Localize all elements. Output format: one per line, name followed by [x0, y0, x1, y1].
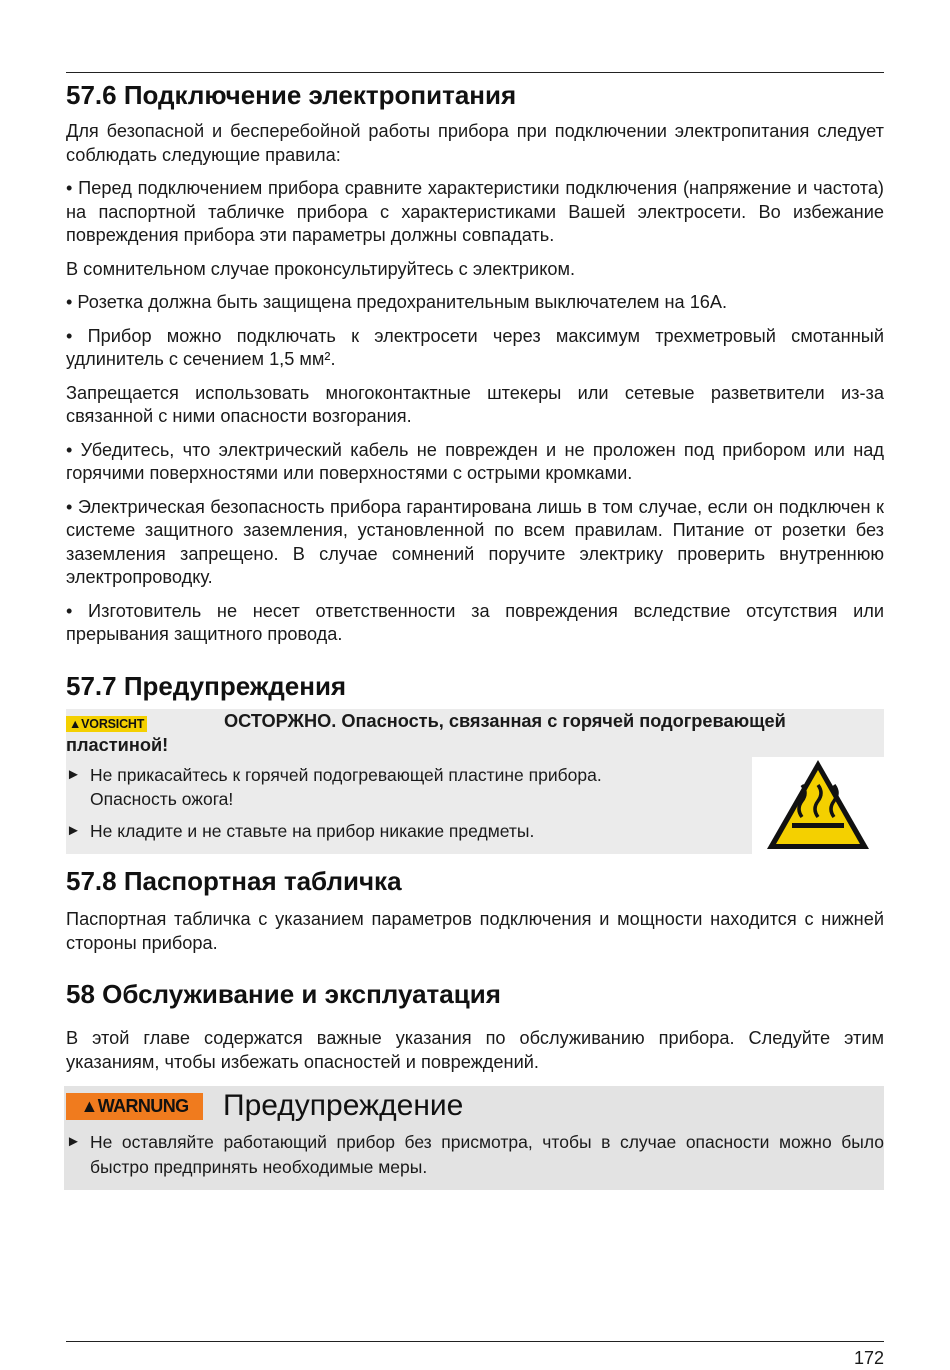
caution-title: ОСТОРЖНО. Опасность, связанная с горячей подогревающей [224, 710, 786, 731]
paragraph: • Прибор можно подключать к электросети через максимум трехметровый смотанный удлинитель с сечением 1,5 мм². [66, 325, 884, 369]
warning-box [64, 1086, 884, 1190]
arrow-icon: ► [66, 1133, 81, 1150]
caution-item [66, 819, 752, 844]
arrow-icon: ► [66, 765, 81, 783]
caution-item [66, 763, 752, 812]
warning-item [66, 1130, 884, 1180]
hot-surface-warning-icon [752, 757, 884, 855]
warning-title: Предупреждение [223, 1089, 464, 1122]
bottom-rule [66, 1341, 884, 1342]
caution-title-cont: пластиной! [66, 733, 884, 757]
vorsicht-badge: ▲VORSICHT [66, 716, 147, 732]
page-content [66, 78, 884, 1190]
caution-item-text: Не кладите и не ставьте на прибор никакие предметы. [90, 820, 535, 841]
paragraph: В этой главе содержатся важные указания по обслуживанию прибора. Следуйте этим указаниям, чтобы избежать опасностей и повреждений. [66, 1028, 884, 1072]
paragraph: • Изготовитель не несет ответственности за повреждения вследствие отсутствия или прерывания защитного провода. [66, 600, 884, 644]
warning-item-text: Не оставляйте работающий прибор без присмотра, чтобы в случае опасности можно было быстро предпринять необходимые меры. [90, 1132, 884, 1177]
paragraph: • Перед подключением прибора сравните характеристики подключения (напряжение и частота) на паспортной табличке прибора с характеристиками Вашей электросети. Во избежание повреждения прибора эти параметры должны совпадать. [66, 178, 884, 245]
caution-header [66, 709, 884, 733]
caution-item-text: Опасность ожога! [90, 789, 234, 809]
caution-list [66, 757, 752, 855]
section-title-57-7: 57.7 Предупреждения [66, 670, 347, 701]
section-title-58: 58 Обслуживание и эксплуатация [66, 979, 501, 1009]
caution-item-text: Не прикасайтесь к горячей подогревающей пластине прибора. [90, 764, 602, 785]
paragraph: Паспортная табличка с указанием параметров подключения и мощности находится с нижней стороны прибора. [66, 909, 884, 953]
section-title-57-8: 57.8 Паспортная табличка [66, 866, 402, 896]
arrow-icon: ► [66, 821, 81, 839]
paragraph: • Розетка должна быть защищена предохранительным выключателем на 16А. [66, 292, 728, 312]
paragraph: В сомнительном случае проконсультируйтесь с электриком. [66, 258, 576, 279]
paragraph: • Убедитесь, что электрический кабель не поврежден и не проложен под прибором или над горячими поверхностями или поверхностями с острыми кромками. [66, 439, 884, 483]
paragraph: Для безопасной и бесперебойной работы прибора при подключении электропитания следует соблюдать следующие правила: [66, 121, 884, 165]
paragraph: • Электрическая безопасность прибора гарантирована лишь в том случае, если он подключен к системе защитного заземления, установленной по всем правилам. Питание от розетки без заземления запрещено. В случае сомнений поручите электрику проверить внутреннюю электропроводку. [66, 496, 884, 587]
section-title-57-6: 57.6 Подключение электропитания [66, 80, 517, 110]
caution-box [66, 709, 884, 855]
warnung-badge: ▲WARNUNG [66, 1093, 203, 1120]
paragraph: Запрещается использовать многоконтактные штекеры или сетевые разветвители из-за связанной с ними опасности возгорания. [66, 382, 884, 426]
page-number: 172 [853, 1348, 884, 1368]
top-rule [66, 72, 884, 73]
